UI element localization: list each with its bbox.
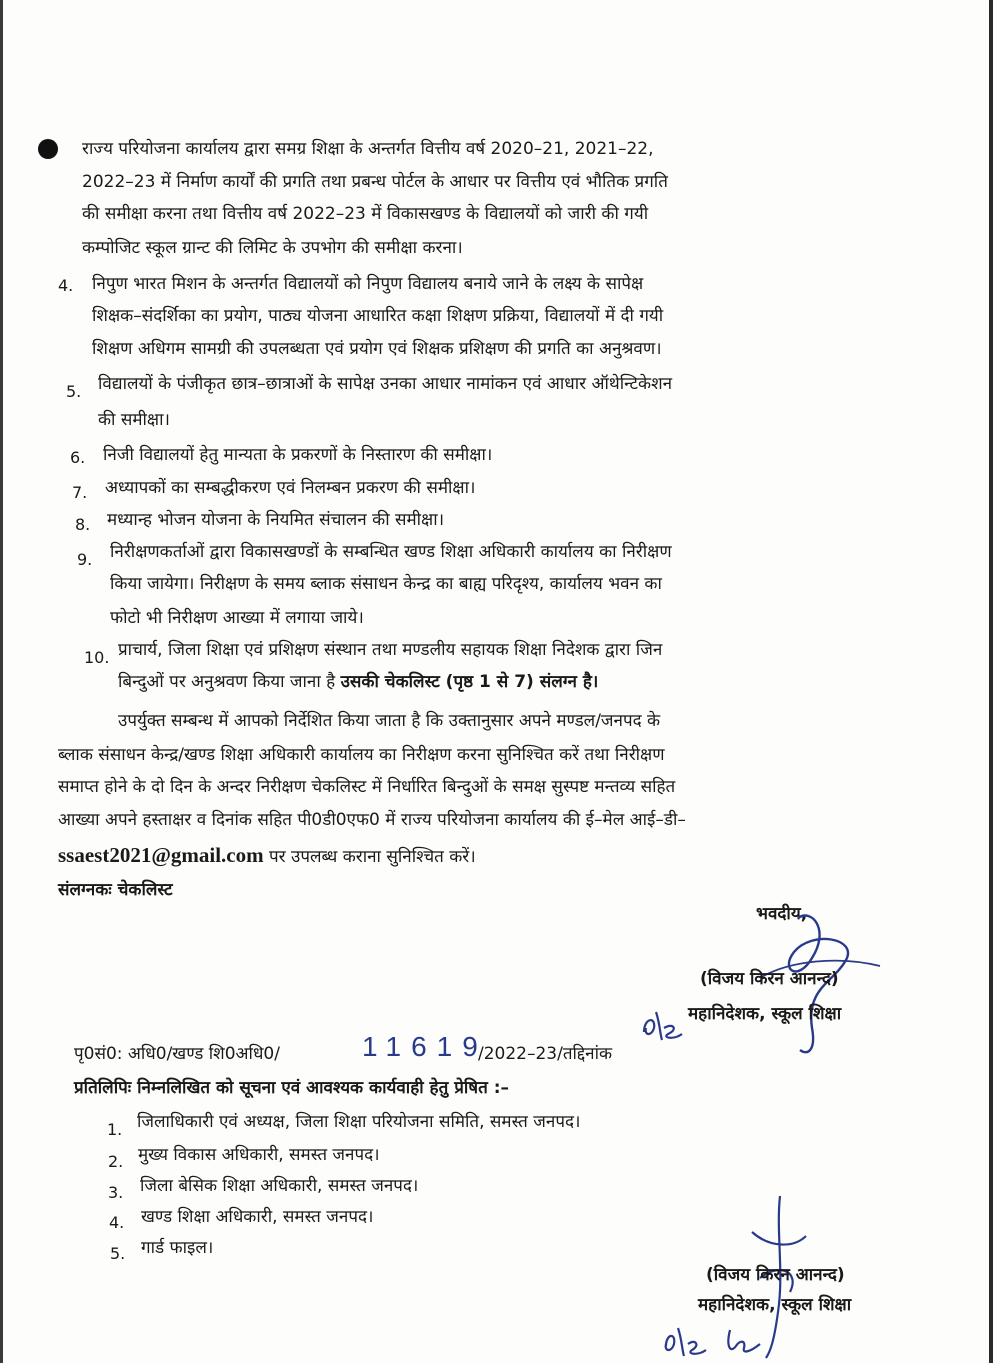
copy-heading: प्रतिलिपिः निम्नलिखित को सूचना एवं आवश्यक कार्यवाही हेतु प्रेषित :– (74, 1078, 509, 1098)
item4-line3: शिक्षण अधिगम सामग्री की उपलब्धता एवं प्रयोग एवं शिक्षक प्रशिक्षण की प्रगति का अनुश्रवण। (92, 339, 662, 359)
item10-line1: प्राचार्य, जिला शिक्षा एवं प्रशिक्षण संस्थान तथा मण्डलीय सहायक शिक्षा निदेशक द्वारा जिन (118, 640, 663, 660)
reference-prefix: पृ0सं0: अधि0/खण्ड शि0अधि0/ (74, 1044, 280, 1064)
paragraph-line1: उपर्युक्त सम्बन्ध में आपको निर्देशित किया जाता है कि उक्तानुसार अपने मण्डल/जनपद के (118, 711, 661, 731)
item9-line2: किया जायेगा। निरीक्षण के समय ब्लाक संसाधन केन्द्र का बाह्य परिदृश्य, कार्यालय भवन का (110, 574, 662, 594)
initials-mark-2 (660, 1316, 780, 1362)
enclosure-label: संलग्नकः चेकलिस्ट (58, 880, 173, 900)
item3-line4: कम्पोजिट स्कूल ग्रान्ट की लिमिट के उपभोग की समीक्षा करना। (82, 238, 463, 258)
copy-item2-text: मुख्य विकास अधिकारी, समस्त जनपद। (138, 1145, 380, 1165)
designation-1: महानिदेशक, स्कूल शिक्षा (688, 1004, 842, 1024)
item3-line3: की समीक्षा करना तथा वित्तीय वर्ष 2022–23 में विकासखण्ड के विद्यालयों को जारी की गयी (82, 204, 649, 224)
item3-line2: 2022–23 में निर्माण कार्यों की प्रगति तथा प्रबन्ध पोर्टल के आधार पर वित्तीय एवं भौतिक प्रगति (82, 172, 668, 192)
item6-number: 6. (70, 448, 86, 467)
item4-line2: शिक्षक–संदर्शिका का प्रयोग, पाठ्य योजना आधारित कक्षा शिक्षण प्रक्रिया, विद्यालयों में दी गयी (92, 306, 664, 326)
copy-item1-text: जिलाधिकारी एवं अध्यक्ष, जिला शिक्षा परियोजना समिति, समस्त जनपद। (137, 1112, 581, 1132)
bullet-icon (38, 139, 58, 159)
item5-number: 5. (66, 382, 82, 401)
item10-checklist-note: उसकी चेकलिस्ट (पृष्ठ 1 से 7) संलग्न है। (340, 672, 599, 692)
item3-line1: राज्य परियोजना कार्यालय द्वारा समग्र शिक्षा के अन्तर्गत वित्तीय वर्ष 2020–21, 2021–22, (82, 139, 654, 159)
copy-item3-number: 3. (108, 1183, 124, 1202)
signatory-name-2: (विजय किरन आनन्द) (706, 1265, 845, 1285)
item9-number: 9. (77, 550, 93, 569)
copy-item5-text: गार्ड फाइल। (141, 1238, 214, 1258)
copy-item4-text: खण्ड शिक्षा अधिकारी, समस्त जनपद। (141, 1207, 374, 1227)
email-address[interactable]: ssaest2021@gmail.com (58, 843, 264, 867)
paragraph-line3: समाप्त होने के दो दिन के अन्दर निरीक्षण चेकलिस्ट में निर्धारित बिन्दुओं के समक्ष सुस्पष्ट मन्तव्य सहित (58, 777, 676, 797)
reference-number: 11619 (362, 1031, 488, 1062)
item7-text: अध्यापकों का सम्बद्धीकरण एवं निलम्बन प्रकरण की समीक्षा। (105, 478, 476, 498)
initials-mark-1 (638, 1004, 688, 1044)
paragraph-line2: ब्लाक संसाधन केन्द्र/खण्ड शिक्षा अधिकारी कार्यालय का निरीक्षण करना सुनिश्चित करें तथा निरीक्षण (58, 745, 665, 765)
copy-item5-number: 5. (110, 1244, 126, 1263)
item5-line1: विद्यालयों के पंजीकृत छात्र–छात्राओं के सापेक्ष उनका आधार नामांकन एवं आधार ऑथेन्टिकेशन (98, 374, 673, 394)
paragraph-line4: आख्या अपने हस्ताक्षर व दिनांक सहित पी0डी0एफ0 में राज्य परियोजना कार्यालय की ई–मेल आई–डी– (58, 810, 686, 830)
item8-number: 8. (75, 515, 91, 534)
item9-line3: फोटो भी निरीक्षण आख्या में लगाया जाये। (110, 608, 364, 628)
item8-text: मध्यान्ह भोजन योजना के नियमित संचालन की समीक्षा। (107, 510, 445, 530)
item6-text: निजी विद्यालयों हेतु मान्यता के प्रकरणों के निस्तारण की समीक्षा। (103, 445, 493, 465)
signatory-name-1: (विजय किरन आनन्द) (700, 969, 839, 989)
item4-number: 4. (58, 276, 74, 295)
closing-text: भवदीय, (756, 904, 808, 924)
paragraph-line5 (58, 843, 476, 869)
paragraph-tail: पर उपलब्ध कराना सुनिश्चित करें। (263, 847, 476, 867)
copy-item3-text: जिला बेसिक शिक्षा अधिकारी, समस्त जनपद। (140, 1176, 419, 1196)
item10-line2 (118, 670, 598, 694)
item5-line2: की समीक्षा। (98, 410, 170, 430)
item7-number: 7. (72, 483, 88, 502)
item10-line2-text: बिन्दुओं पर अनुश्रवण किया जाना है (118, 672, 341, 692)
item9-line1: निरीक्षणकर्ताओं द्वारा विकासखण्डों के सम्बन्धित खण्ड शिक्षा अधिकारी कार्यालय का निरीक्षण (110, 542, 672, 562)
item4-line1: निपुण भारत मिशन के अन्तर्गत विद्यालयों को निपुण विद्यालय बनाये जाने के लक्ष्य के सापेक्ष (92, 274, 644, 294)
item10-number: 10. (84, 648, 110, 667)
copy-item4-number: 4. (109, 1213, 125, 1232)
copy-item1-number: 1. (107, 1120, 123, 1139)
copy-item2-number: 2. (108, 1152, 124, 1171)
reference-suffix: /2022–23/तद्दिनांक (478, 1044, 613, 1064)
designation-2: महानिदेशक, स्कूल शिक्षा (698, 1295, 852, 1315)
